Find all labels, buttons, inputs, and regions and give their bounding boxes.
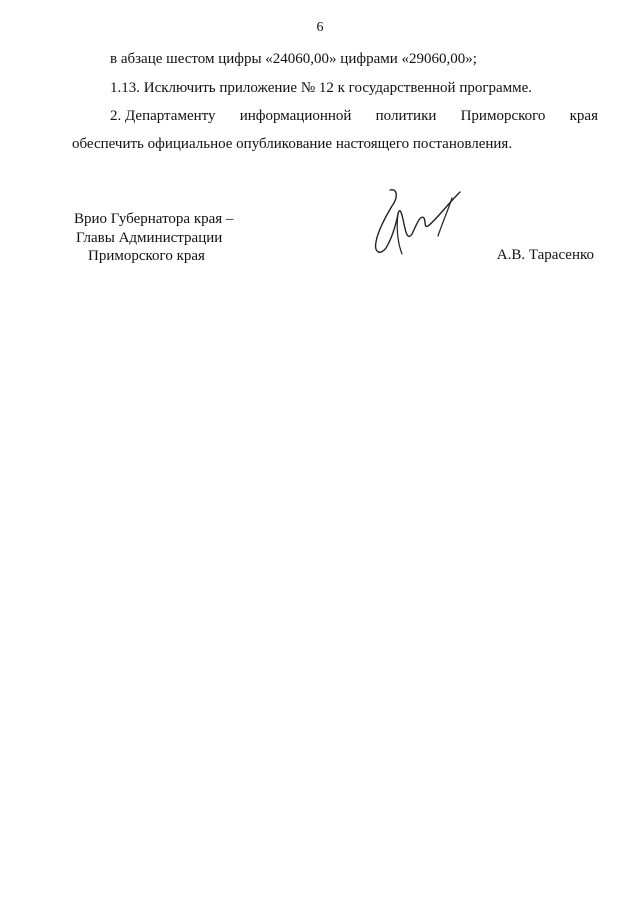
signer-title-line-1: Врио Губернатора края – (74, 211, 234, 227)
word-1: 2. Департаменту (110, 108, 216, 124)
signer-title-line-3: Приморского края (88, 248, 205, 264)
word-3: политики (375, 108, 437, 124)
signature-icon (368, 184, 468, 262)
word-2: информационной (239, 108, 352, 124)
paragraph-amount-change: в абзаце шестом цифры «24060,00» цифрами «29060,00»; (110, 51, 477, 67)
paragraph-2-second-line: обеспечить официальное опубликование настоящего постановления. (72, 136, 513, 152)
word-5: края (569, 108, 598, 124)
page-number: 6 (316, 20, 324, 35)
paragraph-1-13: 1.13. Исключить приложение № 12 к государственной программе. (110, 80, 533, 96)
word-4: Приморского (460, 108, 546, 124)
signer-title-line-2: Главы Администрации (76, 230, 223, 246)
signer-name: А.В. Тарасенко (496, 247, 594, 263)
paragraph-2-first-line (110, 103, 598, 130)
